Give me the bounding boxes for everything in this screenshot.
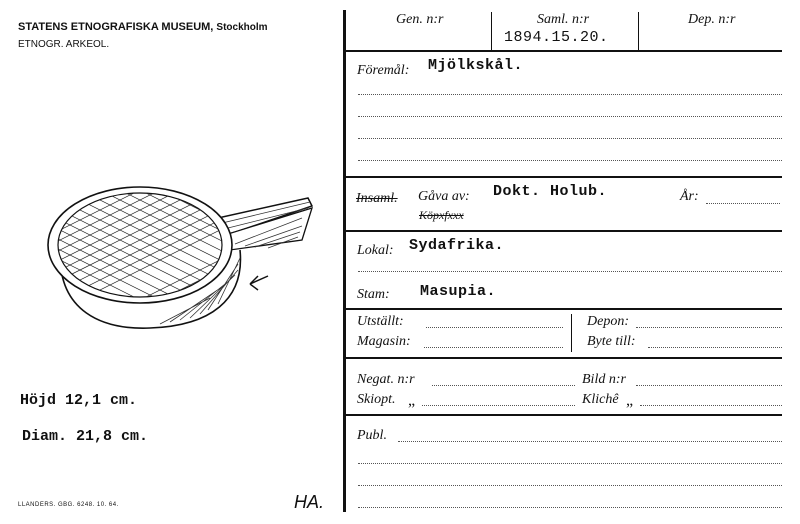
- dots-utstallt: [426, 327, 563, 328]
- insaml-label: Insaml.: [356, 191, 398, 206]
- printer-note: LLANDERS. GBG. 6248. 10. 64.: [18, 502, 119, 508]
- dots-publ-2: [358, 463, 782, 464]
- dots-negat: [432, 385, 575, 386]
- dots-foremal-3: [358, 138, 782, 139]
- dots-ar: [706, 203, 780, 204]
- kop-label: Köpxfxxx: [419, 208, 464, 222]
- bild-label: Bild n:r: [582, 372, 626, 387]
- kliche-label: Klichê: [582, 392, 619, 407]
- lokal-label: Lokal:: [357, 243, 394, 258]
- dots-depon: [636, 327, 782, 328]
- foremal-value: Mjölkskål.: [428, 57, 524, 74]
- dots-byte: [648, 347, 782, 348]
- dots-foremal-1: [358, 94, 782, 95]
- rule-gava: [345, 230, 782, 232]
- publ-label: Publ.: [357, 428, 387, 443]
- kliche-ditto: „: [626, 392, 634, 409]
- card-divider-line: [343, 10, 346, 512]
- rule-header: [345, 50, 782, 52]
- utstallt-label: Utställt:: [357, 314, 404, 329]
- rule-stam: [345, 308, 782, 310]
- depon-divider: [571, 314, 572, 352]
- dots-publ-3: [358, 485, 782, 486]
- bowl-sketch: [40, 180, 330, 360]
- header-divider-1: [491, 12, 492, 50]
- dots-lokal: [358, 271, 782, 272]
- skiopt-label: Skiopt.: [357, 392, 396, 407]
- foremal-label: Föremål:: [357, 63, 410, 78]
- museum-header: [18, 21, 268, 33]
- dots-foremal-4: [358, 160, 782, 161]
- lokal-value: Sydafrika.: [409, 237, 505, 254]
- saml-nr-value: 1894.15.20.: [504, 29, 609, 46]
- initials: HA.: [294, 492, 325, 512]
- skiopt-ditto: „: [408, 392, 416, 409]
- dots-publ-4: [358, 507, 782, 508]
- negat-label: Negat. n:r: [357, 372, 415, 387]
- dots-foremal-2: [358, 116, 782, 117]
- dots-publ-1: [398, 441, 782, 442]
- saml-nr-label: Saml. n:r: [537, 12, 590, 27]
- byte-label: Byte till:: [587, 334, 636, 349]
- department-label: ETNOGR. ARKEOL.: [18, 39, 110, 50]
- dots-magasin: [424, 347, 563, 348]
- dots-kliche: [640, 405, 782, 406]
- rule-magasin: [345, 357, 782, 359]
- dep-nr-label: Dep. n:r: [688, 12, 736, 27]
- stam-value: Masupia.: [420, 283, 497, 300]
- rule-negat: [345, 414, 782, 416]
- magasin-label: Magasin:: [357, 334, 411, 349]
- stam-label: Stam:: [357, 287, 390, 302]
- museum-city: Stockholm: [216, 22, 268, 33]
- gava-label: Gåva av:: [418, 189, 470, 204]
- ar-label: År:: [680, 189, 699, 204]
- gen-nr-label: Gen. n:r: [396, 12, 444, 27]
- gava-value: Dokt. Holub.: [493, 183, 608, 200]
- rule-foremal: [345, 176, 782, 178]
- header-divider-2: [638, 12, 639, 50]
- diameter-measurement: Diam. 21,8 cm.: [22, 428, 149, 445]
- height-measurement: Höjd 12,1 cm.: [20, 392, 138, 409]
- dots-skiopt: [422, 405, 575, 406]
- dots-bild: [636, 385, 782, 386]
- museum-name: STATENS ETNOGRAFISKA MUSEUM,: [18, 21, 214, 33]
- depon-label: Depon:: [587, 314, 629, 329]
